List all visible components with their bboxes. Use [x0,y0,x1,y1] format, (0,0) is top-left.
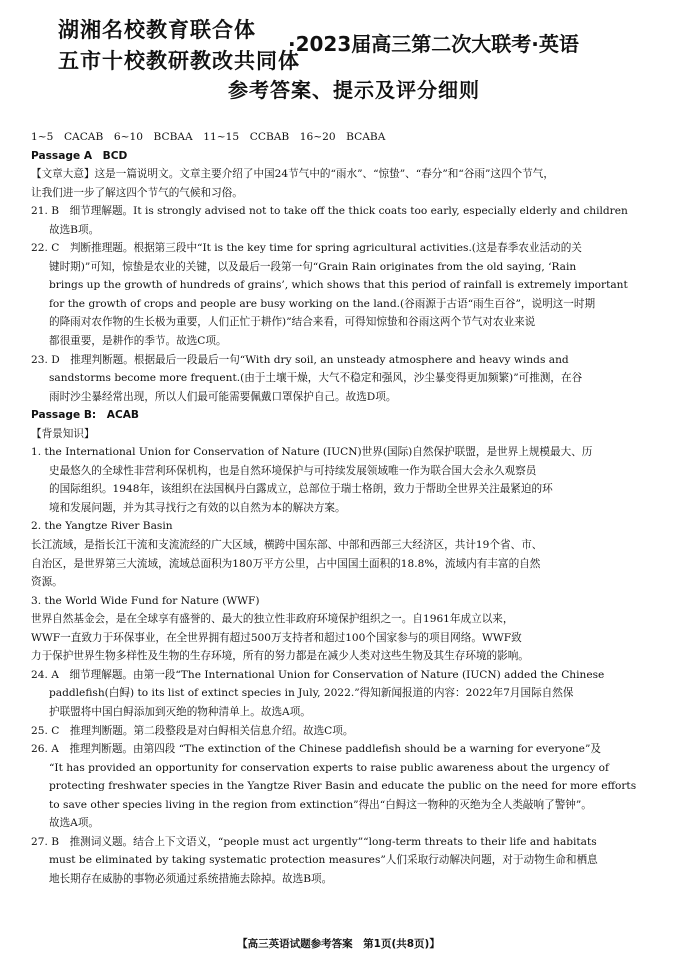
background-item-1: 的国际组织。1948年，该组织在法国枫丹白露成立，总部位于瑞士格朗，致力于帮助全世界关注最紧迫的环 [49,483,553,496]
page-header [0,0,677,125]
question-24: 24. A 细节理解题。由第一段“The International Union for Conservation of Nature (IUCN) added the Chinese [31,668,605,681]
question-22: for the growth of crops and people are busy working on the land.(谷雨源于古语“雨生百谷”，说明这一时期 [49,297,596,310]
background-item-1: 境和发展问题，并为其寻找行之有效的以自然为本的解决方案。 [49,501,346,514]
answer-key-line: 1~5 CACAB 6~10 BCBAA 11~15 CCBAB 16~20 BCABA [31,131,386,143]
exam-title: ·2023届高三第二次大联考·英语 [288,32,579,56]
background-item-3: 世界自然基金会，是在全球享有盛誉的、最大的独立性非政府环境保护组织之一。自1961年成立以来， [31,613,514,626]
question-27: 27. B 推测词义题。结合上下文语义，“people must act urgently”“long-term threats to their life and habitats [31,835,597,848]
question-23: sandstorms become more frequent.(由于土壤干燥，大气不稳定和强风，沙尘暴变得更加频繁)”可推测，在谷 [49,372,583,385]
question-26: to save other species living in the region from extinction”得出“白鲟这一物种的灭绝为全人类敲响了警钟”。 [49,798,592,811]
background-item-1: 史最悠久的全球性非营利环保机构，也是自然环境保护与可持续发展领域唯一作为联合国大会永久观察员 [49,464,537,477]
question-26: 26. A 推理判断题。由第四段 “The extinction of the Chinese paddlefish should be a warning for everyone”及 [31,743,601,756]
answer-content [31,128,653,888]
question-23: 23. D 推理判断题。根据最后一段最后一句“With dry soil, an unsteady atmosphere and heavy winds and [31,353,569,366]
organizer-line-1: 湖湘名校教育联合体 [58,18,256,42]
background-item-1: 1. the International Union for Conservation of Nature (IUCN)世界(国际)自然保护联盟，是世界上规模最大、历 [31,446,593,459]
background-item-2: 长江流域，是指长江干流和支流流经的广大区域，横跨中国东部、中部和西部三大经济区，共计19个省、市、 [31,539,543,552]
page-footer: 【高三英语试题参考答案 第1页(共8页)】 [237,938,440,950]
question-22: brings up the growth of hundreds of grains’, which shows that this period of rainfall is extremely important [49,279,628,292]
question-21: 21. B 细节理解题。It is strongly advised not to take off the thick coats too early, especially elderly and children [31,205,628,218]
background-item-2: 自治区，是世界第三大流域，流域总面积为180万平方公里，占中国国土面积的18.8%，流域内有丰富的自然 [31,557,541,570]
question-26: 故选A项。 [49,817,100,830]
background-item-2-title: 2. the Yangtze River Basin [31,520,173,533]
question-26: protecting freshwater species in the Yangtze River Basin and educate the public on the need for more efforts [49,780,637,793]
question-21: 故选B项。 [49,223,100,236]
question-25: 25. C 推理判断题。第二段整段是对白鲟相关信息介绍。故选C项。 [31,724,354,737]
question-22: 22. C 判断推理题。根据第三段中“It is the key time for spring agricultural activities.(这是春季农业活动的关 [31,242,582,255]
organizer-line-2: 五市十校教研教改共同体 [58,49,300,73]
passage-a-summary: 【文章大意】这是一篇说明文。文章主要介绍了中国24节气中的“雨水”、“惊蛰”、“春分”和“谷雨”这四个节气， [31,168,554,181]
document-subtitle: 参考答案、提示及评分细则 [228,78,480,102]
question-22: 都很重要，是耕作的季节。故选C项。 [49,335,227,348]
question-24: 护联盟将中国白鲟添加到灭绝的物种清单上。故选A项。 [49,705,311,718]
background-item-3: 力于保护世界生物多样性及生物的生存环境，所有的努力都是在减少人类对这些生物及其生存环境的影响。 [31,650,529,663]
question-27: must be eliminated by taking systematic protection measures”人们采取行动解决问题，对于动物生命和栖息 [49,854,598,867]
background-item-2: 资源。 [31,576,63,589]
background-item-3: WWF一直致力于环保事业，在全世界拥有超过500万支持者和超过100个国家参与的项目网络。WWF致 [31,631,522,644]
passage-a-summary: 让我们进一步了解这四个节气的气候和习俗。 [31,186,243,199]
question-24: paddlefish(白鲟) to its list of extinct species in July, 2022.”得知新闻报道的内容：2022年7月国际自然保 [49,687,574,700]
background-item-3-title: 3. the World Wide Fund for Nature (WWF) [31,594,260,607]
passage-a-heading: Passage A BCD [31,149,128,162]
question-23: 雨时沙尘暴经常出现，所以人们最可能需要佩戴口罩保护自己。故选D项。 [49,390,397,403]
background-heading: 【背景知识】 [31,427,95,440]
question-26: “It has provided an opportunity for conservation experts to raise public awareness about the urgency of [49,761,609,774]
question-22: 键时期)”可知，惊蛰是农业的关键，以及最后一段第一句“Grain Rain originates from the old saying, ‘Rain [49,260,577,273]
question-27: 地长期存在威胁的事物必须通过系统措施去除掉。故选B项。 [49,872,333,885]
passage-b-heading: Passage B: ACAB [31,409,139,422]
question-22: 的降雨对农作物的生长极为重要，人们正忙于耕作)”结合来看，可得知惊蛰和谷雨这两个节气对农业来说 [49,316,536,329]
